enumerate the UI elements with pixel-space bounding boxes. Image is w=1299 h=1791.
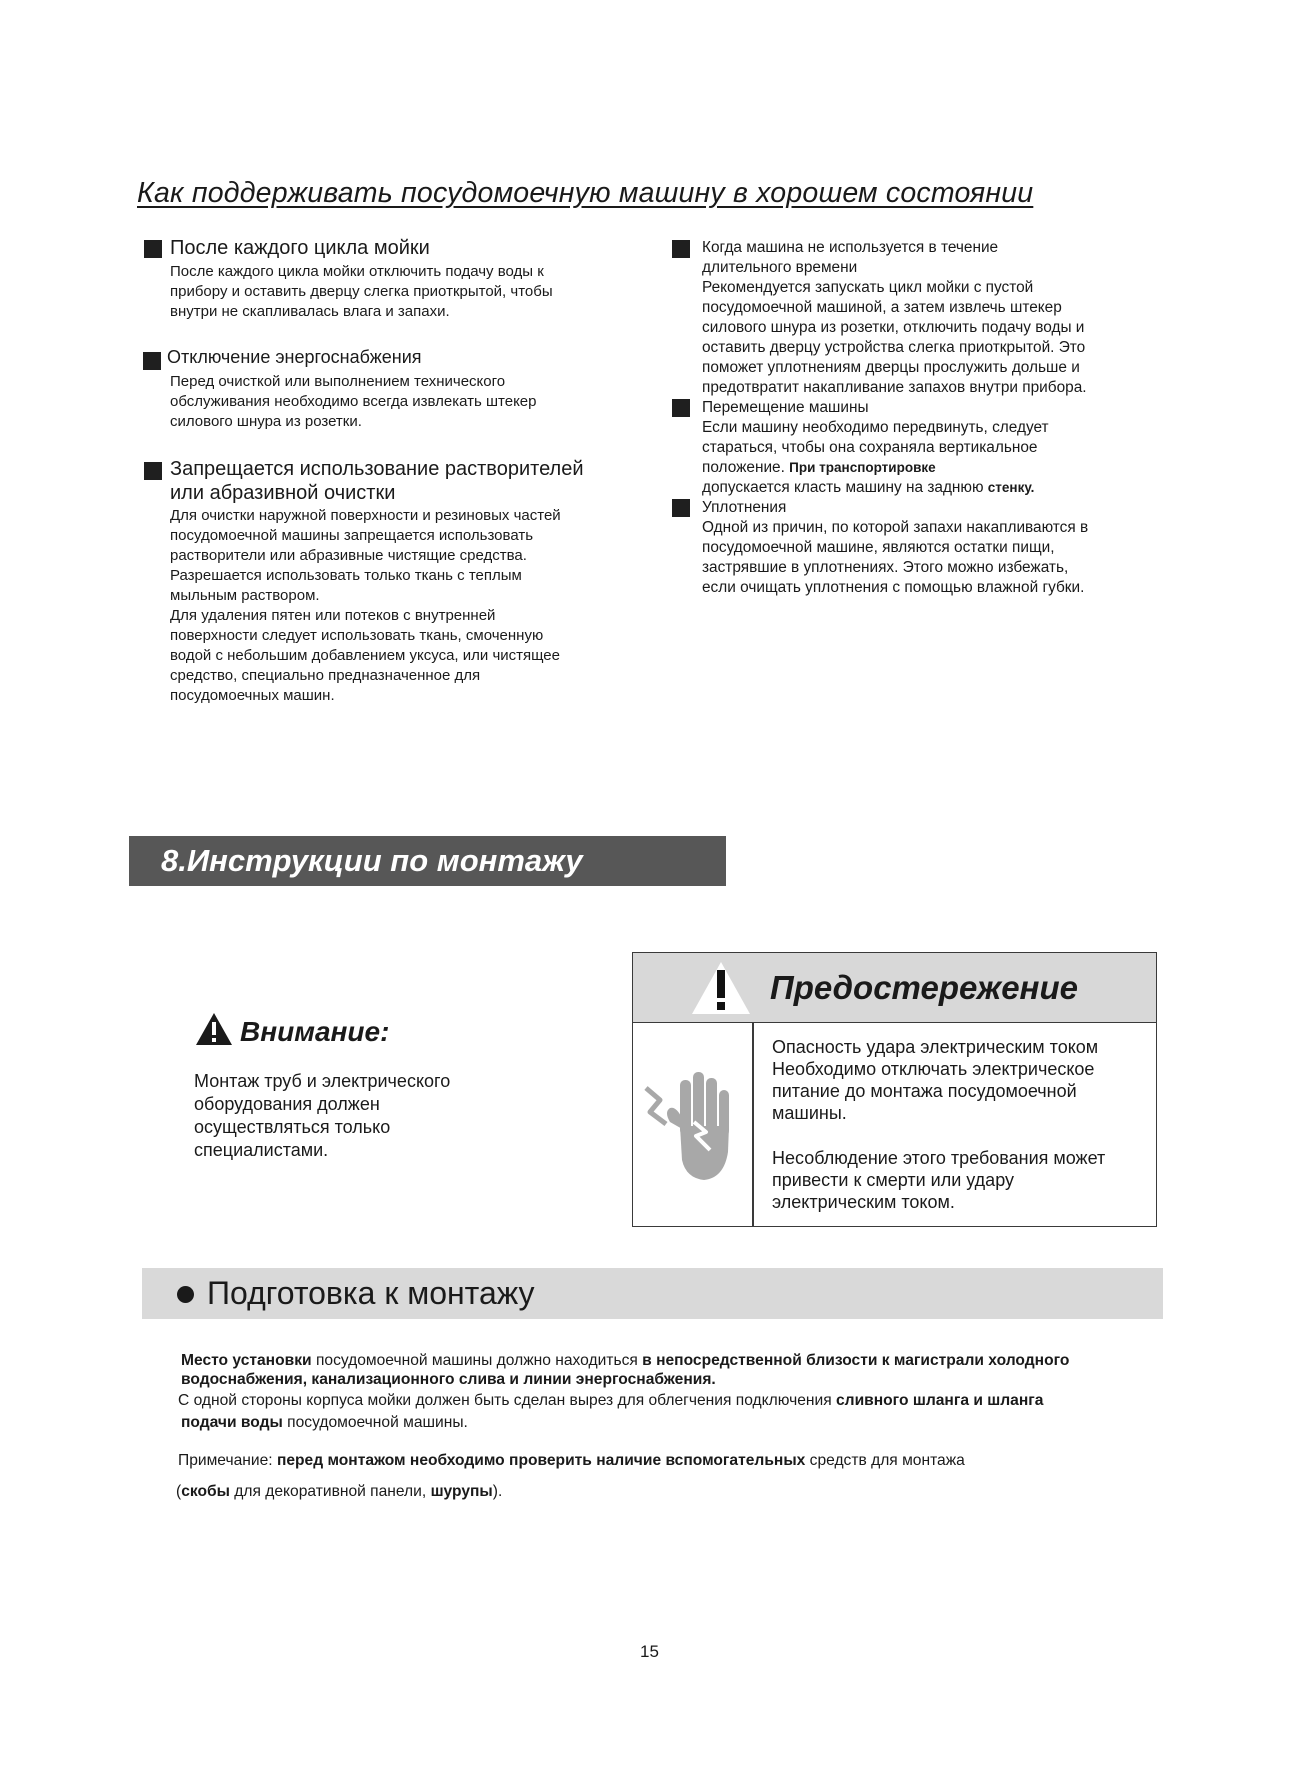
prep-line1-bold-c: в непосредственной близости к магистрали холодного (642, 1352, 1070, 1369)
bullet-square-icon (144, 462, 162, 480)
note-bold-b: перед монтажом необходимо проверить наличие (276, 1452, 662, 1469)
preparation-note-2 (176, 1482, 502, 1502)
warning-divider (752, 1023, 754, 1226)
page-title: Как поддерживать посудомоечную машину в хорошем состоянии (137, 177, 1034, 209)
note-label: Примечание: (178, 1452, 273, 1469)
section-banner-installation: 8.Инструкции по монтажу (129, 836, 726, 886)
moving-line3-bold: При транспортировке (789, 460, 936, 475)
preparation-line-2: водоснабжения, канализационного слива и линии энергоснабжения. (181, 1371, 716, 1388)
note2-bold-d: шурупы (430, 1483, 493, 1500)
moving-line3-text: положение. (702, 459, 785, 476)
section-text-moving-line4 (702, 478, 1034, 498)
section-text-seals: Одной из причин, по которой запахи накапливаются в посудомоечной машине, являются остатки пищи, застрявшие в уплотнениях. Этого можно избежать, если очищать уплотнения с помощью влажной губки. (702, 519, 1089, 596)
section-text-moving: Если машину необходимо передвинуть, следует стараться, чтобы она сохраняла вертикальное (702, 419, 1049, 456)
prep-line4-bold: подачи воды (181, 1414, 283, 1431)
bullet-square-icon (672, 240, 690, 258)
section-text-no-solvents: Для очистки наружной поверхности и резиновых частей посудомоечной машины запрещается использовать растворители или абразивные чистящие средства. Разрешается использовать только ткань с теплым мыльным раствором. Для удаления пятен или потеков с внутренней поверхности следует использовать ткань, смоченную водой с небольшим добавлением уксуса, или чистящее средство, специально предназначенное для посудомоечных машин. (170, 507, 561, 704)
prep-line1-text: посудомоечной машины должно находиться (315, 1352, 638, 1369)
section-heading-moving: Перемещение машины (702, 399, 869, 416)
prep-line4-text: посудомоечной машины. (287, 1414, 468, 1431)
warning-triangle-icon (195, 1012, 233, 1046)
section-heading-long-idle: Когда машина не используется в течение длительного времени (702, 239, 999, 276)
warning-text-2: Несоблюдение этого требования может привести к смерти или удару электрическим током. (772, 1148, 1106, 1212)
bullet-square-icon (144, 240, 162, 258)
bullet-square-icon (672, 499, 690, 517)
note2-paren-open: ( (176, 1483, 182, 1500)
section-text-after-cycle: После каждого цикла мойки отключить подачу воды к прибору и оставить дверцу слегка приоткрытой, чтобы внутри не скапливалась влага и запахи. (170, 263, 553, 320)
attention-text: Монтаж труб и электрического оборудования должен осуществляться только специалистами. (194, 1071, 451, 1160)
section-heading-no-solvents-2: или абразивной очистки (170, 482, 396, 504)
preparation-note (178, 1451, 965, 1471)
exclamation-triangle-icon (690, 960, 752, 1016)
note-bold-c: вспомогательных (665, 1452, 806, 1469)
warning-title: Предостережение (770, 969, 1078, 1006)
preparation-line-3 (178, 1391, 1043, 1411)
page-number: 15 (640, 1642, 659, 1661)
prep-line1-bold-a: Место установки (181, 1352, 312, 1369)
prep-line3-bold: сливного шланга и шланга (835, 1392, 1044, 1409)
note-text-d: средств для монтажа (809, 1452, 965, 1469)
preparation-line-4 (181, 1413, 468, 1433)
section-text-moving-line3 (702, 458, 936, 478)
preparation-line-1 (181, 1351, 1069, 1371)
note2-text-c: для декоративной панели, (234, 1483, 427, 1500)
section-heading-no-solvents-1: Запрещается использование растворителей (170, 458, 584, 480)
prep-line3-text: С одной стороны корпуса мойки должен быть сделан вырез для облегчения подключения (178, 1392, 832, 1409)
warning-text-1: Опасность удара электрическим током Необходимо отключать электрическое питание до монтажа посудомоечной машины. (772, 1037, 1099, 1123)
bullet-dot-icon (177, 1286, 194, 1303)
section-text-long-idle: Рекомендуется запускать цикл мойки с пустой посудомоечной машиной, а затем извлечь штекер силового шнура из розетки, отключить подачу воды и оставить дверцу устройства слегка приоткрытой. Это поможет уплотнениям дверцы прослужить дольше и предотвратит накапливание запахов внутри прибора. (702, 279, 1087, 396)
section-heading-after-cycle: После каждого цикла мойки (170, 237, 430, 259)
preparation-heading: Подготовка к монтажу (207, 1275, 535, 1311)
moving-line4-bold: стенку. (987, 480, 1035, 495)
section-text-power-off: Перед очисткой или выполнением технического обслуживания необходимо всегда извлекать штекер силового шнура из розетки. (170, 373, 537, 430)
note2-paren-close: ). (492, 1483, 503, 1500)
section-heading-seals: Уплотнения (702, 499, 787, 516)
note2-bold-b: скобы (181, 1483, 230, 1500)
attention-title: Внимание: (240, 1016, 390, 1047)
section-banner-preparation (142, 1268, 1163, 1319)
bullet-square-icon (143, 352, 161, 370)
moving-line4-text: допускается класть машину на заднюю (702, 479, 984, 496)
electric-hand-icon (640, 1060, 740, 1185)
section-heading-power-off: Отключение энергоснабжения (167, 347, 422, 367)
bullet-square-icon (672, 399, 690, 417)
